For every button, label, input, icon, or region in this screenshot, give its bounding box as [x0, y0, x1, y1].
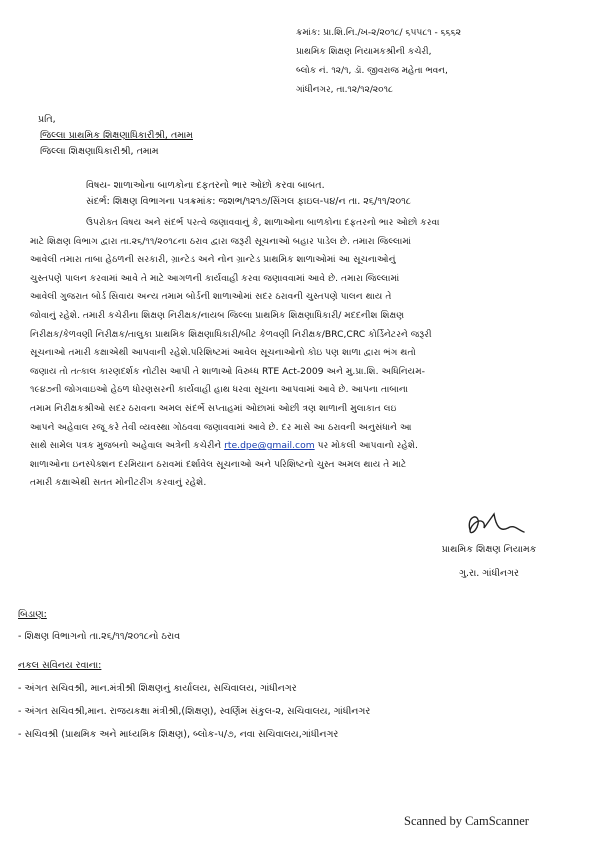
enclosure-item: - શિક્ષણ વિભાગનો તા.૨૬/૧૧/૨૦૧૮નો ઠરાવ	[18, 631, 181, 642]
letter-body	[30, 214, 570, 493]
body-line: જણાય તો તત્કાલ કારણદર્શક નોટીસ આપી તે શાળાઓ વિરુધ્ધ RTE Act-2009 અને મુ.પ્રા.શિ. અધિનિયમ-	[30, 365, 425, 377]
enclosure-heading: બિડાણ:	[18, 609, 47, 620]
prati-label: પ્રતિ,	[38, 114, 56, 125]
copy-item: - અંગત સચિવશ્રી,માન. રાજયકક્ષા મંત્રીશ્રી,(શિક્ષણ), સ્વર્ણિમ સંકુલ-૨, સચિવાલય, ગાંધીનગર	[18, 706, 371, 717]
office-name: પ્રાથમિક શિક્ષણ નિયામકશ્રીની કચેરી,	[296, 47, 432, 57]
addressee-line-2: જિલ્લા શિક્ષણાધિકારીશ્રી, તમામ	[40, 146, 159, 157]
office-address: બ્લોક નં. ૧૨/૧, ડૉ. જીવરાજ મહેતા ભવન,	[296, 66, 448, 76]
copy-item: - અંગત સચિવશ્રી, માન.મંત્રીશ્રી શિક્ષણનું કાર્યાલય, સચિવાલય, ગાંધીનગર	[18, 683, 297, 694]
addressee-line-1: જિલ્લા પ્રાથમિક શિક્ષણાધિકારીશ્રી, તમામ	[40, 130, 193, 141]
signatory-place: ગુ.રા. ગાંધીનગર	[459, 568, 519, 579]
body-line: ચુસ્તપણે પાલન કરવામાં આવે તે માટે આગળની કાર્યવાહી કરવા જણાવવામાં આવે છે. તમારા જિલ્લામાં	[30, 272, 400, 284]
reference-line: સંદર્ભ: શિક્ષણ વિભાગના પત્રક્રમાંક: જશભ/૧૨૧૭/સિંગલ ફાઇલ-૫૪/ન તા. ૨૬/૧૧/૨૦૧૮	[86, 196, 412, 207]
signatory-title: પ્રાથમિક શિક્ષણ નિયામક	[441, 544, 537, 555]
enclosure-block	[18, 604, 180, 648]
body-line: તમામ નિરીક્ષકશ્રીઓ સદર ઠરાવના અમલ સંદર્ભે સપ્તાહમાં ઓછામાં ઓછી ત્રણ શાળાની મુલાકાત લઇ	[30, 402, 397, 414]
body-line: તમારી કક્ષાએથી સતત મોનીટરીંગ કરવાનું રહેશે.	[30, 477, 207, 489]
body-line: નિરીક્ષક/કેળવણી નિરીક્ષક/તાલુકા પ્રાથમિક શિક્ષણાધિકારી/બીટ કેળવણી નિરીક્ષક/BRC,CRC કોર્ડિનેટરને જરૂરી	[30, 328, 432, 340]
body-line: ૧૯૪૭ની જોગવાઇઓ હેઠળ ધોરણસરની કાર્યવાહી હાથ ધરવા સૂચના આપવામાં આવે છે. આપના તાબાના	[30, 384, 409, 396]
letter-date: ગાંધીનગર, તા.૧૨/૧૨/૨૦૧૮	[296, 85, 393, 95]
copy-item: - સચિવશ્રી (પ્રાથમિક અને માધ્યમિક શિક્ષણ), બ્લોક-૫/૭, નવા સચિવાલય,ગાંધીનગર	[18, 729, 339, 740]
body-line: આવેલી ગુજરાત બોર્ડ સિવાય અન્ય તમામ બોર્ડની શાળાઓમાં સદર ઠરાવની ચુસ્તપણે પાલન થાય તે	[30, 291, 392, 303]
reference-number: ક્રમાંક: પ્રા.શિ.નિ./ખ-૨/૨૦૧૮/ ૬૫૫૮૧ - ૬૬૬૨	[296, 28, 462, 38]
signature-block	[404, 538, 574, 586]
subject-line: વિષય- શાળાઓના બાળકોના દફતરનો ભાર ઓછો કરવા બાબત.	[86, 180, 325, 191]
body-line: જોવાનું રહેશે. તમારી કચેરીના શિક્ષણ નિરીક્ષક/નાયબ જિલ્લા પ્રાથમિક શિક્ષણાધિકારી/ મદદનીશ શિક્ષણ	[30, 309, 405, 321]
subject-block	[86, 178, 411, 210]
body-line: સૂચનાઓ તમારી કક્ષાએથી આપવાની રહેશે.પરિશિષ્ટમાં આવેલ સૂચનાઓનો કોઇ પણ શાળા દ્વારા ભંગ થતો	[30, 347, 416, 359]
copy-heading: નકલ સવિનય રવાના:	[18, 660, 102, 671]
scanner-watermark: Scanned by CamScanner	[404, 814, 529, 828]
copy-to-block	[18, 654, 370, 746]
body-line: ઉપરોક્ત વિષય અને સંદર્ભ પરત્વે જણાવવાનું કે, શાળાઓના બાળકોના દફતરનો ભાર ઓછો કરવા	[86, 217, 440, 228]
body-line: આવેલી તમારા તાબા હેઠળની સરકારી, ગ્રાન્ટેડ અને નોન ગ્રાન્ટેડ પ્રાથમિક શાળાઓમાં આ સૂચનાઓનું	[30, 254, 396, 266]
email-link[interactable]: rte.dpe@gmail.com	[224, 440, 315, 452]
body-line: આપને અહેવાલ રજૂ કરે તેવી વ્યવસ્થા ગોઠવવા જણાવવામાં આવે છે. દર માસે આ ઠરાવની અનુસંધાને આ	[30, 421, 412, 433]
addressee-block	[38, 112, 193, 160]
handwritten-signature	[436, 506, 546, 540]
body-line: માટે શિક્ષણ વિભાગ દ્વારા તા.૨૬/૧૧/૨૦૧૮ના ઠરાવ દ્વારા જરૂરી સૂચનાઓ બહાર પાડેલ છે. તમારા જિલ્લામાં	[30, 235, 412, 247]
body-line: સાથે સામેલ પત્રક મુજબનો અહેવાલ અત્રેની કચેરીને rte.dpe@gmail.com પર મોકલી આપવાનો રહેશે.	[30, 440, 418, 452]
letter-header	[296, 24, 586, 100]
body-line: શાળાઓના ઇનસ્પેક્શન દરમિયાન ઠરાવમાં દર્શાવેલ સૂચનાઓ અને પરિશિષ્ટનો ચુસ્ત અમલ થાય તે માટે	[30, 458, 407, 470]
